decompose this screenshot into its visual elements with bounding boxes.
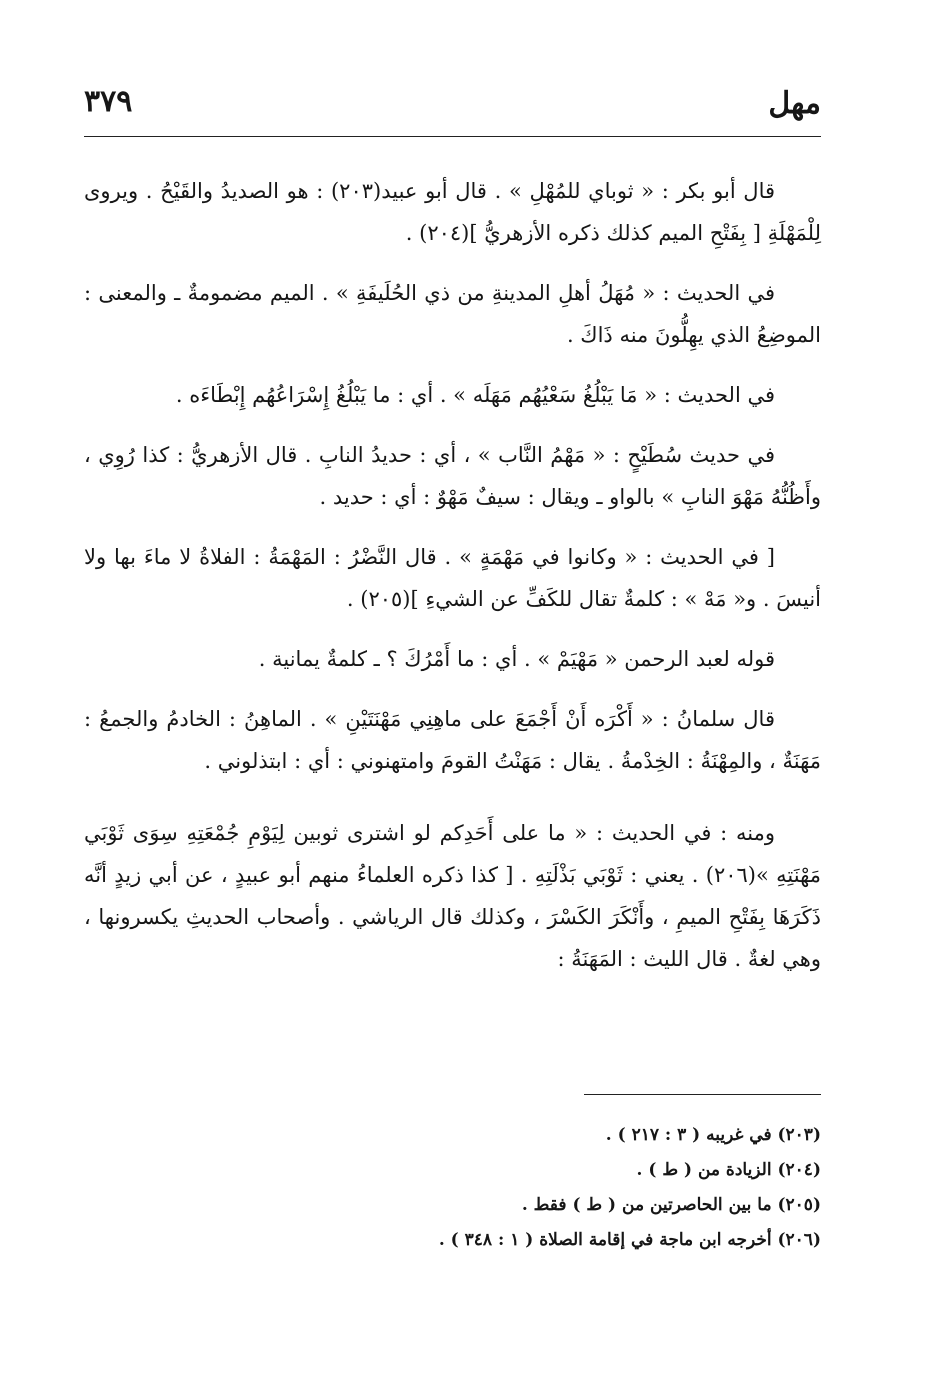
footnote-206: (٢٠٦) أخرجه ابن ماجة في إقامة الصلاة ( ١ : ٣٤٨ ) .: [438, 1230, 821, 1250]
footnote-205: (٢٠٥) ما بين الحاصرتين من ( ط ) فقط .: [521, 1195, 821, 1215]
paragraph-satih: في حديث سُطَيْحٍ : « مَهْمُ النَّاب » ، أي : حديدُ النابِ . قال الأزهريُّ : كذا رُوِي ، وأَظُنُّهُ مَهْوَ النابِ » بالواو ـ ويقال : سيفٌ مَهْوٌ : أي : حديد .: [84, 443, 821, 509]
paragraph-muhal-ahl-al-madina: في الحديث : « مُهَلُ أهلِ المدينةِ من ذي الحُلَيفَةِ » . الميم مضمومةٌ ـ والمعنى : الموضِعُ الذي يهِلُّونَ منه ذَاكَ .: [84, 281, 821, 347]
footnote-203: (٢٠٣) في غريبه ( ٣ : ٢١٧ ) .: [605, 1125, 821, 1145]
running-header: [84, 78, 821, 136]
paragraph-thawbay: قال أبو بكر : « ثوباي للمُهْلِ » . قال أبو عبيد(٢٠٣) : هو الصديدُ والقَيْحُ . ويروى لِلْمَهْلَةِ [ بِفَتْحِ الميم كذلك ذكره الأزهريُّ ](٢٠٤) .: [84, 179, 821, 245]
footnotes: [221, 1118, 821, 1258]
running-header-word: مهل: [768, 86, 821, 121]
header-rule: [84, 136, 821, 137]
page-number: ٣٧٩: [84, 84, 133, 119]
paragraph-mahalah: في الحديث : « مَا يَبْلُغُ سَعْيُهُم مَهَلَه » . أي : ما يَبْلُغُ إِسْرَاعُهُم إِبْطَاءَه .: [175, 383, 775, 407]
paragraph-mahnatayn: قال سلمانُ : « أَكْرَه أَنْ أَجْمَعَ على ماهِنِي مَهْنَتَيْنِ » . الماهِنُ : الخادمُ والجمعُ : مَهَنَةٌ ، والمِهْنَةُ : الخِدْمةُ . يقال : مَهَنْتُ القومَ وامتهنوني : أي : ابتذلوني .: [84, 707, 821, 773]
footnote-204: (٢٠٤) الزيادة من ( ط ) .: [636, 1160, 821, 1180]
paragraph-mahmah: [ في الحديث : « وكانوا في مَهْمَةٍ » . قال النَّضْرُ : المَهْمَةُ : الفلاةُ لا ماءَ بها ولا أنيسَ . و« مَهْ » : كلمةٌ تقال للكَفِّ عن الشيءِ ](٢٠٥) .: [84, 545, 821, 611]
main-text: [84, 170, 821, 998]
footnote-rule: [584, 1094, 821, 1095]
paragraph-mahyam: قوله لعبد الرحمن « مَهْيَمْ » . أي : ما أَمْرُكَ ؟ ـ كلمةٌ يمانية .: [258, 647, 775, 671]
paragraph-mahnatihi: ومنه : في الحديث : « ما على أَحَدِكم لو اشترى ثوبين لِيَوْمِ جُمْعَتِهِ سِوَى ثَوْبَي مَهْنَتِهِ »(٢٠٦) . يعني : ثَوْبَي بَذْلَتِهِ . [ كذا ذكره العلماءُ منهم أبو عبيدٍ ، عن أبي زيدٍ أنَّه ذَكَرَهَا بِفَتْحِ الميمِ ، وأَنْكَرَ الكَسْرَ ، وكذلك قال الرياشي . وأصحاب الحديثِ يكسرونها ، وهي لغةٌ . قال الليث : المَهَنَةُ :: [84, 821, 822, 971]
